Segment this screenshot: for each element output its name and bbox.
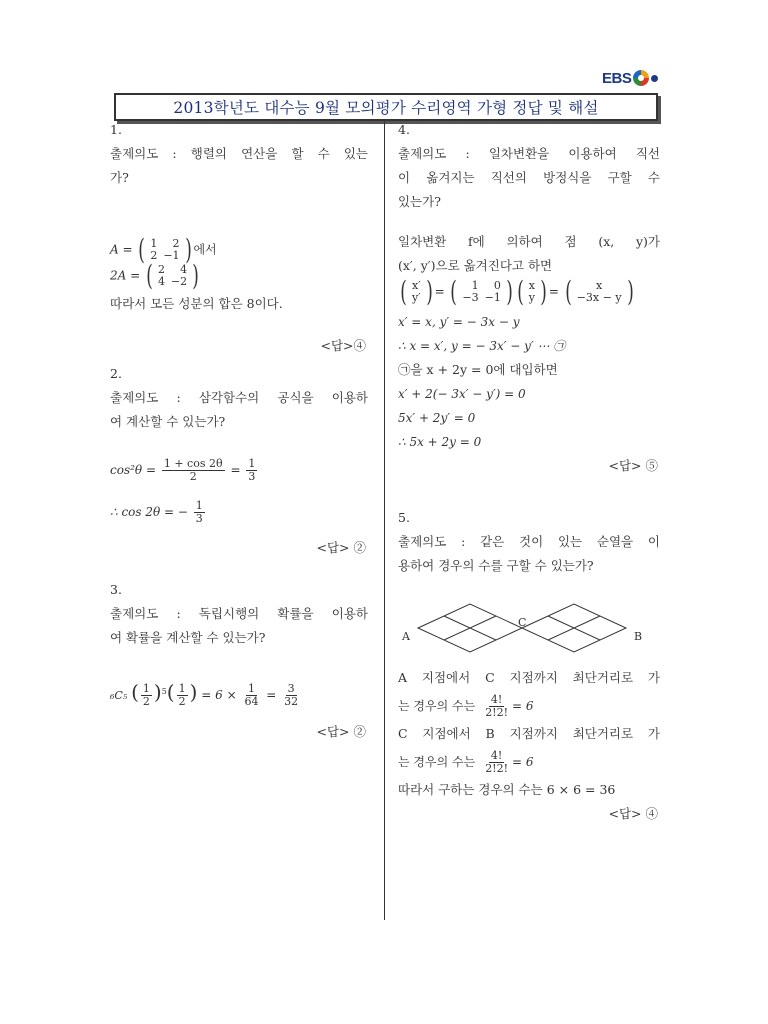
denominator: 2!2! — [485, 705, 509, 719]
question-3 — [110, 578, 368, 744]
intent-line: 출제의도 : 행렬의 연산을 할 수 있는 — [110, 146, 368, 161]
numerator: 3 — [287, 682, 295, 695]
matrix-cell: x — [528, 279, 535, 292]
question-5 — [398, 506, 660, 578]
math-text: = 6 — [512, 699, 534, 713]
matrix-2a-line — [110, 259, 368, 292]
answer-label: <답> ② — [316, 540, 366, 555]
numerator: 1 — [178, 682, 186, 695]
denominator: 2 — [189, 470, 197, 483]
fraction — [194, 500, 205, 525]
matrix-a: ( 1 2 2 −1 ) — [138, 233, 192, 266]
matrix-cell: 1 — [150, 237, 158, 250]
equation-line — [110, 500, 368, 536]
numerator: 4! — [490, 692, 503, 706]
page-title-box — [114, 93, 658, 121]
answer-label: <답> ④ — [608, 806, 658, 821]
math-label: A = — [110, 242, 133, 257]
vector-rhs: ( x −3x − y ) — [564, 275, 634, 308]
fraction — [282, 683, 300, 708]
conclusion-text: 따라서 모든 성분의 합은 8이다. — [110, 296, 283, 311]
math-text: = 6 × — [201, 688, 237, 702]
numerator: 1 — [247, 682, 255, 695]
matrix-cell: −3 — [462, 291, 479, 304]
matrix-cell: −1 — [484, 291, 501, 304]
denominator: 2!2! — [485, 761, 509, 775]
step-line: ㉠을 x + 2y = 0에 대입하면 — [398, 362, 558, 377]
matrix-cell: 2 — [150, 249, 158, 262]
numerator: 1 — [142, 682, 150, 695]
question-number: 2. — [110, 366, 122, 381]
matrix-equation: ( x′ y′ ) = ( 1 0 −3 −1 ) ( x y ) = ( x −3x − y ) — [398, 278, 660, 310]
matrix-cell: y — [528, 291, 535, 304]
intent-line: 있는가? — [398, 194, 441, 209]
answer-label: <답> ② — [316, 724, 366, 739]
matrix-cell: 2 — [172, 237, 180, 250]
intent-line: 여 확률을 계산할 수 있는가? — [110, 630, 266, 645]
matrix-cell: −2 — [170, 275, 188, 288]
question-5-solution — [398, 666, 660, 826]
intent-line: 용하여 경우의 수를 구할 수 있는가? — [398, 558, 594, 573]
intent-line: 출제의도 : 삼각함수의 공식을 이용하 — [110, 390, 368, 405]
math-text: = — [266, 688, 277, 702]
solution-line: 따라서 구하는 경우의 수는 6 × 6 = 36 — [398, 782, 616, 797]
column-divider — [384, 120, 385, 920]
transform-matrix: ( 1 0 −3 −1 ) — [450, 275, 513, 308]
fraction — [162, 458, 225, 483]
vector-xy: ( x y ) — [516, 275, 547, 308]
matrix-cell: −3x − y — [576, 291, 622, 304]
matrix-cell: 4 — [157, 275, 165, 288]
fraction — [483, 694, 510, 719]
logo-dot-icon — [651, 75, 658, 82]
matrix-cell: 0 — [493, 279, 501, 292]
matrix-2a: ( 2 4 4 −2 ) — [146, 259, 199, 292]
step-line: x′ = x, y′ = − 3x − y — [398, 315, 520, 329]
question-number: 1. — [110, 122, 122, 137]
intent-line: 출제의도 : 같은 것이 있는 순열을 이 — [398, 534, 660, 549]
math-text: ₆C₅ — [110, 689, 128, 702]
step-line: 5x′ + 2y′ = 0 — [398, 411, 476, 425]
numerator: 1 — [195, 499, 203, 512]
intent-line: 출제의도 : 일차변환을 이용하여 직선 — [398, 146, 660, 161]
intent-line: 이 옮겨지는 직선의 방정식을 구할 수 — [398, 170, 660, 185]
denominator: 2 — [178, 695, 186, 708]
question-number: 5. — [398, 510, 410, 525]
intent-line: 가? — [110, 170, 129, 185]
numerator: 4! — [490, 748, 503, 762]
exponent: 5 — [161, 687, 167, 696]
solution-line — [398, 746, 660, 778]
fraction — [483, 750, 510, 775]
page-title: 2013학년도 대수능 9월 모의평가 수리영역 가형 정답 및 해설 — [173, 99, 599, 117]
question-1 — [110, 118, 368, 358]
matrix-cell: 1 — [471, 279, 479, 292]
equation-line: ₆C₅ ( $\frac{1}{2}$ )$^5$( $\frac{1}{2}$ ) = 6 × $\frac{1}{64}$ = $\frac{3}{32}$ — [110, 680, 299, 708]
logo-ring-icon — [633, 70, 649, 86]
fraction — [246, 458, 257, 483]
solution-line — [398, 690, 660, 722]
numerator: 1 — [248, 457, 256, 470]
numerator: 1 + cos 2θ — [163, 457, 223, 470]
math-text: cos²θ = — [110, 463, 157, 477]
body-line: (x′, y′)으로 옮겨진다고 하면 — [398, 258, 553, 273]
math-text: ∴ cos 2θ = − — [110, 505, 188, 519]
ebs-logo — [602, 66, 662, 90]
point-a-label: A — [402, 630, 410, 643]
solution-text: 는 경우의 수는 — [398, 755, 476, 769]
answer-label: <답> ⑤ — [608, 458, 658, 473]
body-line: 일차변환 f에 의하여 점 (x, y)가 — [398, 234, 660, 249]
math-text: = 6 — [512, 755, 534, 769]
answer-label: <답>④ — [320, 338, 366, 353]
fraction — [177, 683, 188, 708]
intent-line: 여 계산할 수 있는가? — [110, 414, 226, 429]
matrix-suffix: 에서 — [193, 242, 217, 257]
matrix-cell: 2 — [157, 263, 165, 276]
point-b-label: B — [634, 630, 643, 643]
solution-line: A 지점에서 C 지점까지 최단거리로 가 — [398, 670, 660, 685]
question-2 — [110, 362, 368, 560]
denominator: 2 — [142, 695, 150, 708]
vector-lhs: ( x′ y′ ) — [400, 275, 433, 308]
equation-line — [110, 458, 368, 494]
step-line: ∴ 5x + 2y = 0 — [398, 435, 482, 449]
logo-text: EBS — [602, 69, 632, 87]
question-4 — [398, 118, 660, 478]
denominator: 64 — [244, 695, 259, 708]
solution-line: C 지점에서 B 지점까지 최단거리로 가 — [398, 726, 660, 741]
intent-line: 출제의도 : 독립시행의 확률을 이용하 — [110, 606, 368, 621]
point-c-label: C — [518, 616, 527, 629]
matrix-cell: x′ — [411, 279, 421, 292]
fraction — [141, 683, 152, 708]
fraction — [242, 683, 260, 708]
matrix-cell: x — [596, 279, 603, 292]
math-text: = — [230, 463, 241, 477]
question-number: 3. — [110, 582, 122, 597]
solution-text: 는 경우의 수는 — [398, 699, 476, 713]
step-line: ∴ x = x′, y = − 3x′ − y′ ⋯ ㉠ — [398, 339, 566, 353]
step-line: x′ + 2(− 3x′ − y′) = 0 — [398, 387, 526, 401]
denominator: 3 — [195, 512, 203, 525]
math-label: 2A = — [110, 268, 141, 283]
denominator: 32 — [284, 695, 299, 708]
matrix-cell: y′ — [411, 291, 421, 304]
matrix-cell: −1 — [163, 249, 180, 262]
denominator: 3 — [248, 470, 256, 483]
question-number: 4. — [398, 122, 410, 137]
matrix-cell: 4 — [180, 263, 188, 276]
